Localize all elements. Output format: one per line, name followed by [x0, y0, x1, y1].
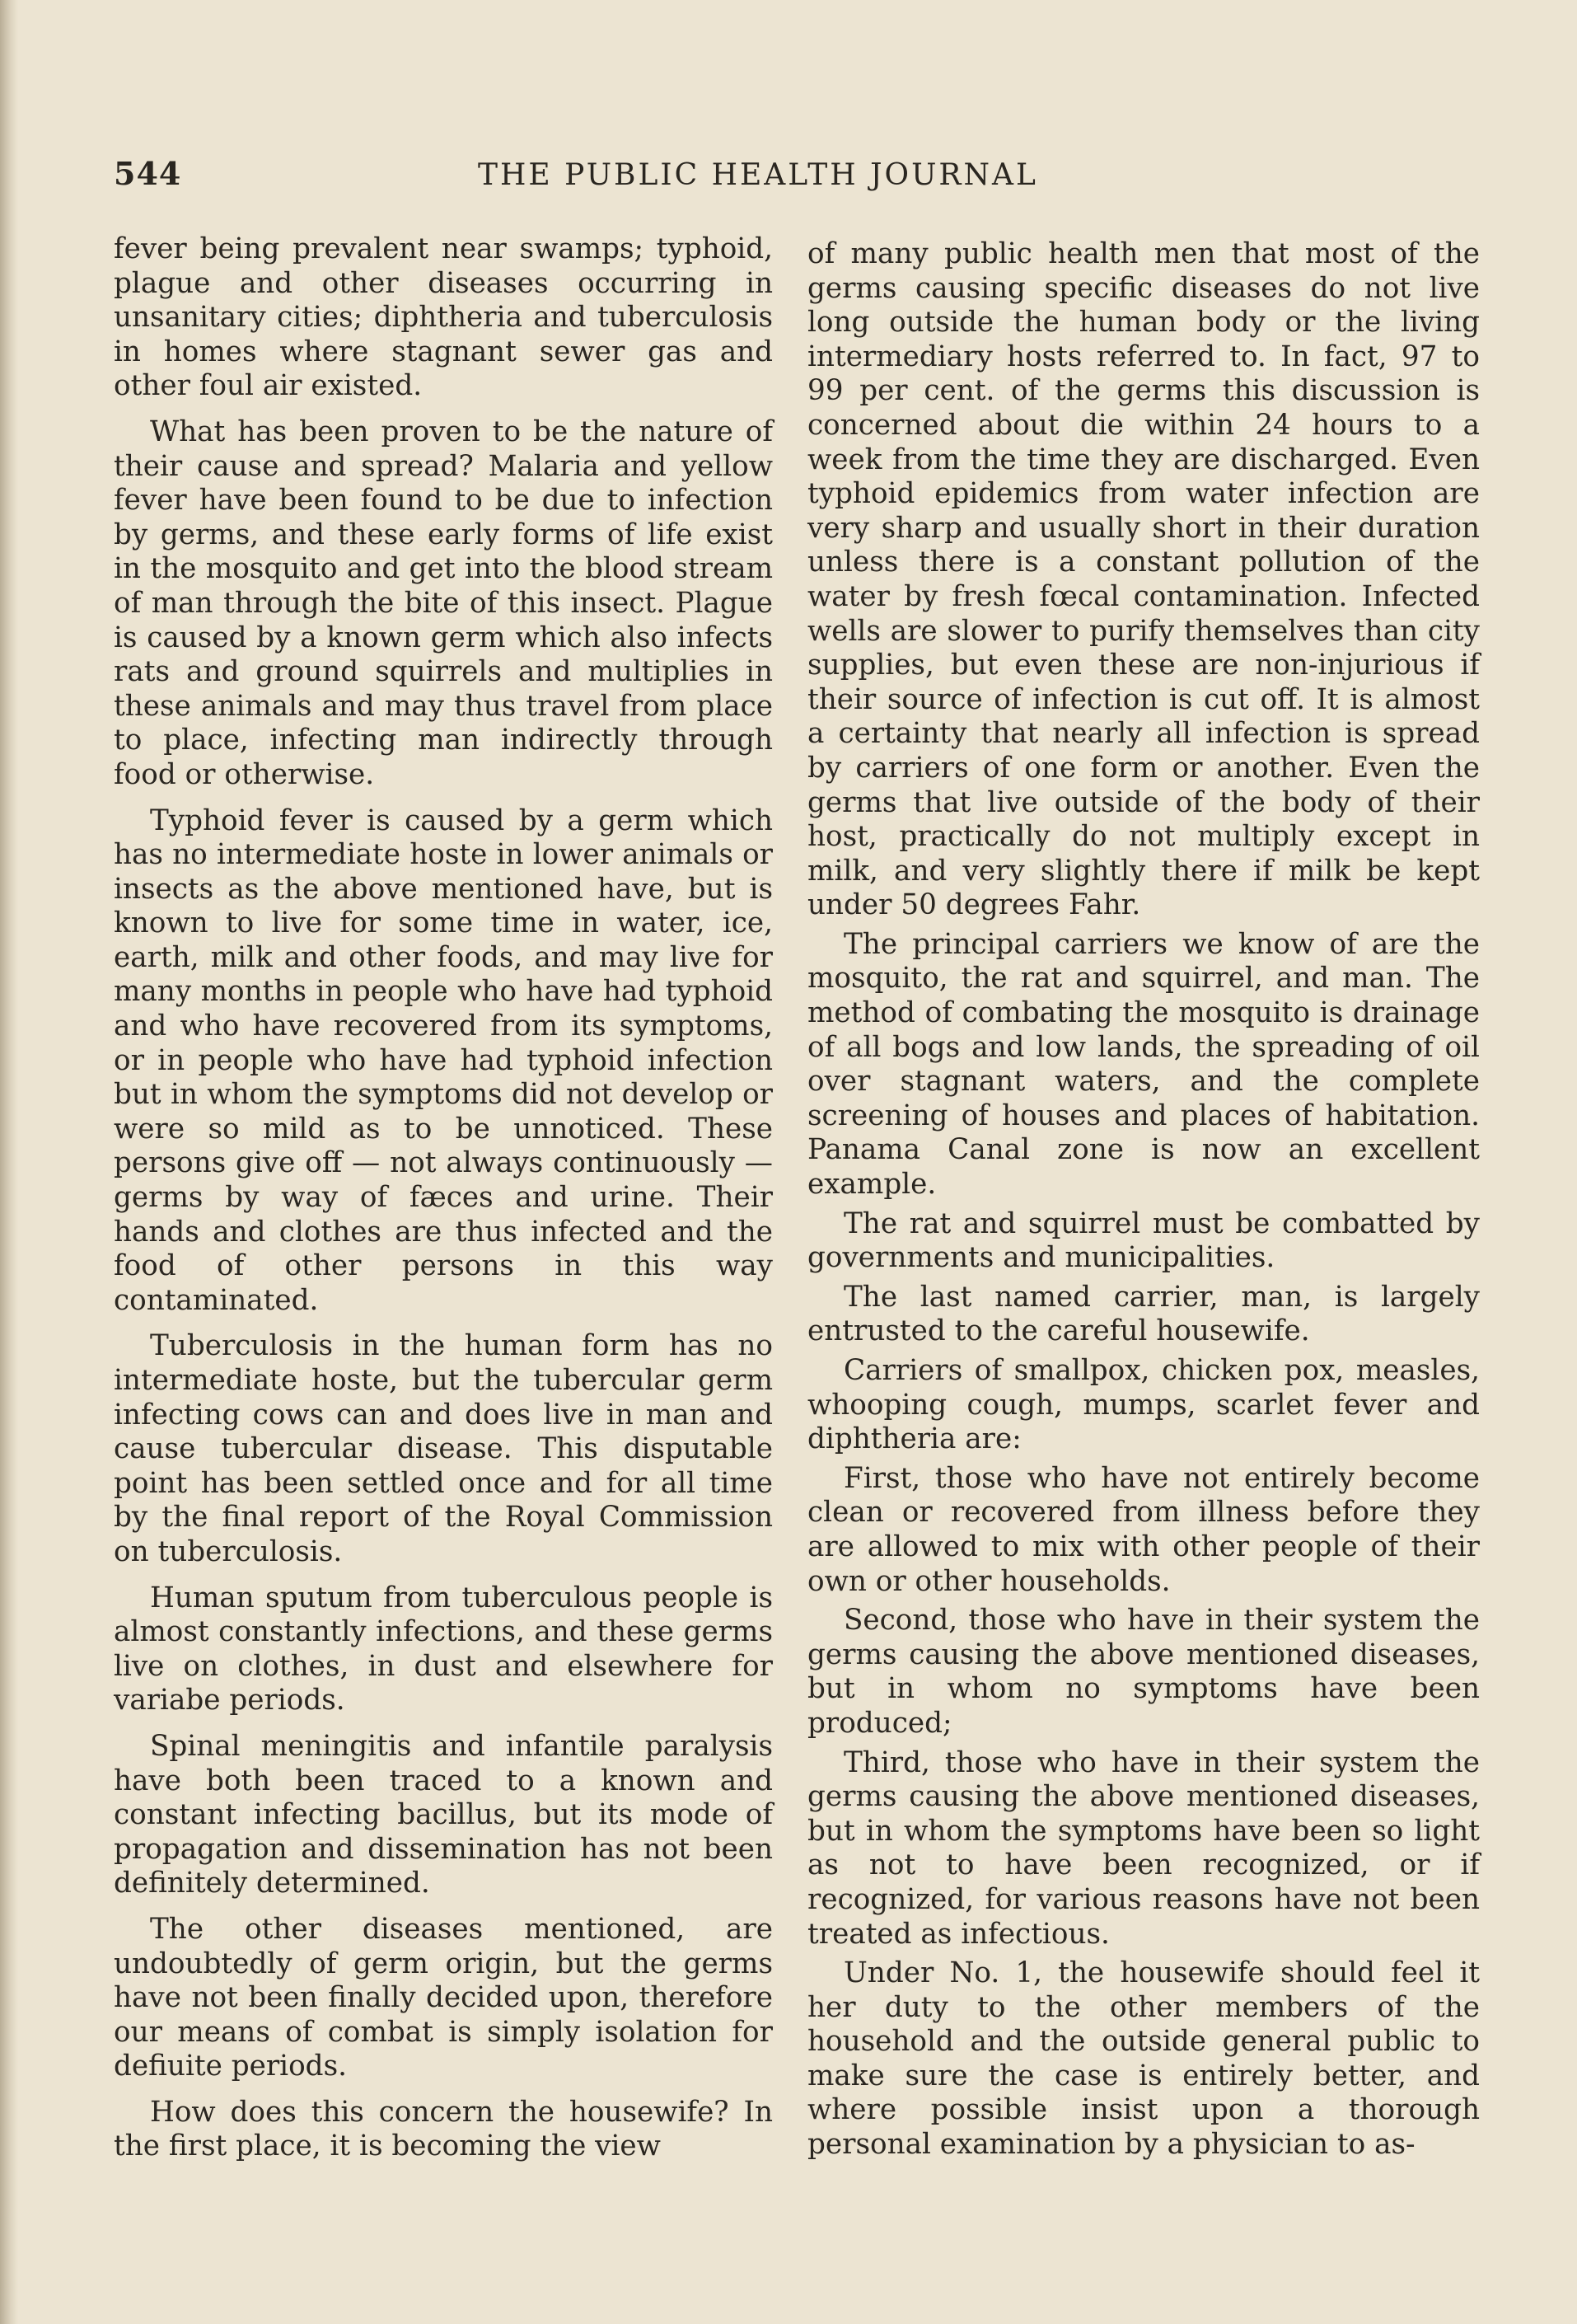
paragraph: of many public health men that most of the germs causing specific diseases do not live long outside the human body or the living intermediary hosts referred to. In fact, 97 to 99 per cent. of the germs this discussion is concerned about die within 24 hours to a week from the time they are discharged. Even typhoid epidemics from water infection are very sharp and usually short in their duration unless there is a constant pollution of the water by fresh fœcal contamination. Infected wells are slower to purify themselves than city supplies, but even these are non-injurious if their source of infection is cut off. It is almost a certainty that nearly all infection is spread by carriers of one form or another. Even the germs that live outside of the body of their host, practically do not multiply except in milk, and very slightly there if milk be kept under 50 degrees Fahr. — [807, 237, 1480, 922]
paragraph: The last named carrier, man, is largely entrusted to the careful housewife. — [807, 1280, 1480, 1348]
paragraph: Carriers of smallpox, chicken pox, measles, whooping cough, mumps, scarlet fever and diphtheria are: — [807, 1354, 1480, 1456]
paragraph: Spinal meningitis and infantile paralysis have both been traced to a known and constant infecting bacillus, but its mode of propagation and dissemination has not been definitely determined. — [114, 1729, 773, 1900]
paragraph: The other diseases mentioned, are undoubtedly of germ origin, but the germs have not been finally decided upon, therefore our means of combat is simply isolation for defiuite periods. — [114, 1912, 773, 2083]
paragraph: Third, those who have in their system the germs causing the above mentioned diseases, but in whom the symptoms have been so light as not to have been recognized, or if recognized, for various reasons have not been treated as infectious. — [807, 1745, 1480, 1951]
running-head: THE PUBLIC HEALTH JOURNAL — [478, 158, 1038, 192]
paragraph: Human sputum from tuberculous people is almost constantly infections, and these germs live on clothes, in dust and elsewhere for variabe periods. — [114, 1581, 773, 1717]
paragraph: First, those who have not entirely become clean or recovered from illness before they are allowed to mix with other people of their own or other households. — [807, 1461, 1480, 1598]
page-edge — [0, 0, 18, 2324]
paragraph: fever being prevalent near swamps; typhoid, plague and other diseases occurring in unsanitary cities; diphtheria and tuberculosis in homes where stagnant sewer gas and other foul air existed. — [114, 232, 773, 403]
paragraph: Tuberculosis in the human form has no intermediate hoste, but the tubercular germ infecting cows can and does live in man and cause tubercular disease. This disputable point has been settled once and for all time by the final report of the Royal Commission on tuberculosis. — [114, 1329, 773, 1568]
left-column — [114, 232, 773, 2164]
paragraph: Under No. 1, the housewife should feel it her duty to the other members of the household and the outside general public to make sure the case is entirely better, and where possible insist upon a thorough personal examination by a physician to as- — [807, 1956, 1480, 2162]
paragraph: Typhoid fever is caused by a germ which has no intermediate hoste in lower animals or insects as the above mentioned have, but is known to live for some time in water, ice, earth, milk and other foods, and may live for many months in people who have had typhoid and who have recovered from its symptoms, or in people who have had typhoid infection but in whom the symptoms did not develop or were so mild as to be unnoticed. These persons give off — not always continuously — germs by way of fæces and urine. Their hands and clothes are thus infected and the food of other persons in this way contaminated. — [114, 804, 773, 1317]
paragraph: The principal carriers we know of are the mosquito, the rat and squirrel, and man. The method of combating the mosquito is drainage of all bogs and low lands, the spreading of oil over stagnant waters, and the complete screening of houses and places of habitation. Panama Canal zone is now an excellent example. — [807, 927, 1480, 1202]
page-number: 544 — [114, 155, 182, 192]
right-column — [807, 237, 1480, 2162]
paragraph: The rat and squirrel must be combatted by governments and municipalities. — [807, 1207, 1480, 1275]
paragraph: How does this concern the housewife? In the first place, it is becoming the view — [114, 2095, 773, 2163]
paragraph: What has been proven to be the nature of their cause and spread? Malaria and yellow fever have been found to be due to infection by germs, and these early forms of life exist in the mosquito and get into the blood stream of man through the bite of this insect. Plague is caused by a known germ which also infects rats and ground squirrels and multiplies in these animals and may thus travel from place to place, infecting man indirectly through food or otherwise. — [114, 415, 773, 791]
paragraph: Second, those who have in their system the germs causing the above mentioned diseases, but in whom no symptoms have been produced; — [807, 1604, 1480, 1740]
